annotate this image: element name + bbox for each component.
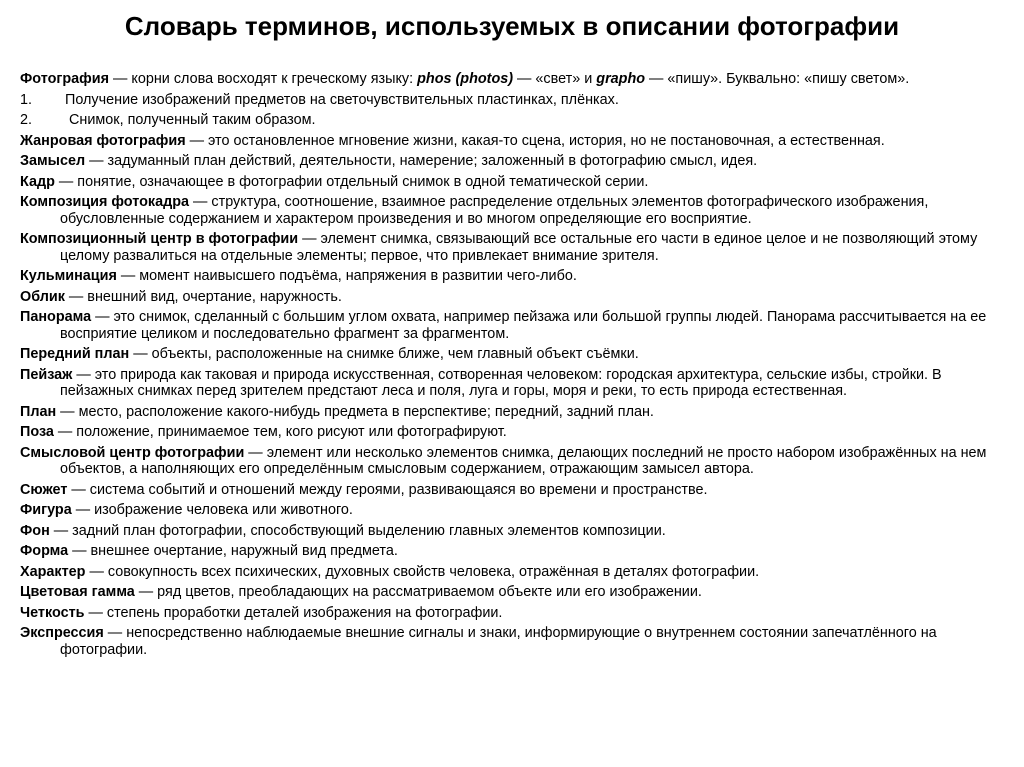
glossary-entry [20,289,1005,306]
entry-definition: — внешний вид, очертание, наружность. [64,288,342,305]
item-text: Получение изображений предметов на светочувствительных пластинках, плёнках. [65,91,619,108]
entry-term: План [20,403,57,420]
entry-term: Облик [20,288,65,305]
entry-definition: — это природа как таковая и природа искусственная, сотворенная человеком: городская архитектура, сельские избы, стройки. В пейзажных снимках перед зрителем предстают леса и поля, луга и горы, моря и реки, то есть природа естественная. [60,366,942,399]
entry-definition: — положение, принимаемое тем, кого рисуют или фотографируют. [53,424,507,440]
entry-term: Фон [20,522,50,539]
glossary-entry [20,424,1005,441]
entry-term: Характер [20,563,86,580]
entry-definition: — ряд цветов, преобладающих на рассматриваемом объекте или его изображении. [134,584,702,600]
glossary [20,71,1005,662]
entry-definition: — это снимок, сделанный с большим углом охвата, например пейзажа или большой группы людей. Панорама рассчитывается на ее восприятие целиком и последовательно фрагмент за фрагментом. [60,309,987,342]
glossary-entry [20,309,1005,342]
entry-definition: — объекты, расположенные на снимке ближе, чем главный объект съёмки. [129,346,639,362]
glossary-entry [20,174,1005,191]
entry-definition: — место, расположение какого-нибудь предмета в перспективе; передний, задний план. [56,403,654,420]
glossary-entry-intro [20,71,1005,88]
glossary-entry [20,231,1005,264]
entry-term: Композиция фотокадра [20,194,190,210]
entry-term: Четкость [20,604,85,621]
entry-term: Цветовая гамма [20,584,135,600]
entry-definition: — изображение человека или животного. [71,502,353,518]
glossary-entry [20,502,1005,519]
entry-definition: — непосредственно наблюдаемые внешние сигналы и знаки, информирующие о внутреннем состоянии запечатлённого на фотографии. [60,625,937,658]
entry-term: Кульминация [20,268,117,284]
numbered-item [20,112,1005,129]
glossary-entry [20,268,1005,285]
item-text: Снимок, полученный таким образом. [65,112,316,128]
entry-definition: — степень проработки деталей изображения на фотографии. [84,604,503,621]
item-number: 1. [20,91,33,108]
entry-term: Жанровая фотография [20,132,186,149]
numbered-item [20,92,1005,109]
page-title: Словарь терминов, используемых в описании фотографии [124,11,900,41]
glossary-entry [20,346,1005,363]
entry-term: Смысловой центр фотографии [20,444,245,461]
glossary-entry [20,153,1005,170]
item-number: 2. [20,112,33,128]
entry-text: — «свет» и [513,71,597,87]
entry-term: Экспрессия [20,625,104,641]
entry-text: — «пишу». Буквально: «пишу светом». [645,71,910,87]
glossary-entry [20,625,1005,658]
entry-definition: — совокупность всех психических, духовных свойств человека, отражённая в деталях фотографии. [85,563,760,580]
glossary-entry [20,445,1005,478]
glossary-entry [20,194,1005,227]
glossary-entry [20,564,1005,581]
glossary-entry [20,133,1005,150]
glossary-entry [20,543,1005,560]
entry-term: Замысел [20,153,86,169]
entry-term: Пейзаж [20,366,73,383]
entry-term: Фигура [20,502,72,518]
entry-definition: — система событий и отношений между героями, развивающаяся во времени и пространстве. [67,481,708,498]
glossary-entries [20,133,1005,659]
glossary-entry [20,367,1005,400]
entry-greek-word: phos (photos) [417,71,514,87]
glossary-entry [20,404,1005,421]
entry-definition: — структура, соотношение, взаимное распределение отдельных элементов фотографического изображения, обусловленные содержанием и характером произведения и во многом определяющие его восприятие. [60,194,929,227]
entry-term: Форма [20,543,69,559]
entry-definition: — элемент или несколько элементов снимка, делающих последний не просто набором изображённых на нем объектов, а наполняющих его определённым смысловым содержанием, отражающим замысел автора. [60,444,987,477]
glossary-entry [20,605,1005,622]
entry-text: — корни слова восходят к греческому языку: [109,71,418,87]
entry-term: Фотография [20,71,109,87]
glossary-entry [20,523,1005,540]
entry-term: Композиционный центр в фотографии [20,231,299,247]
entry-definition: — понятие, означающее в фотографии отдельный снимок в одной тематической серии. [54,173,649,190]
entry-term: Панорама [20,309,92,325]
entry-term: Поза [20,424,54,440]
entry-term: Передний план [20,346,130,362]
entry-definition: — момент наивысшего подъёма, напряжения в развитии чего-либо. [116,268,577,284]
entry-definition: — задуманный план действий, деятельности, намерение; заложенный в фотографию смысл, идея. [85,153,758,169]
entry-definition: — внешнее очертание, наружный вид предмета. [68,543,398,559]
glossary-entry [20,584,1005,601]
entry-definition: — это остановленное мгновение жизни, какая-то сцена, история, но не постановочная, а естественная. [185,132,885,149]
entry-definition: — задний план фотографии, способствующий выделению главных элементов композиции. [49,522,666,539]
glossary-entry [20,482,1005,499]
entry-definition: — элемент снимка, связывающий все остальные его части в единое целое и не позволяющий этому целому развалиться на отдельные элементы; первое, что привлекает внимание зрителя. [60,231,978,264]
entry-term: Кадр [20,173,55,190]
entry-term: Сюжет [20,481,68,498]
entry-greek-word: grapho [596,71,646,87]
